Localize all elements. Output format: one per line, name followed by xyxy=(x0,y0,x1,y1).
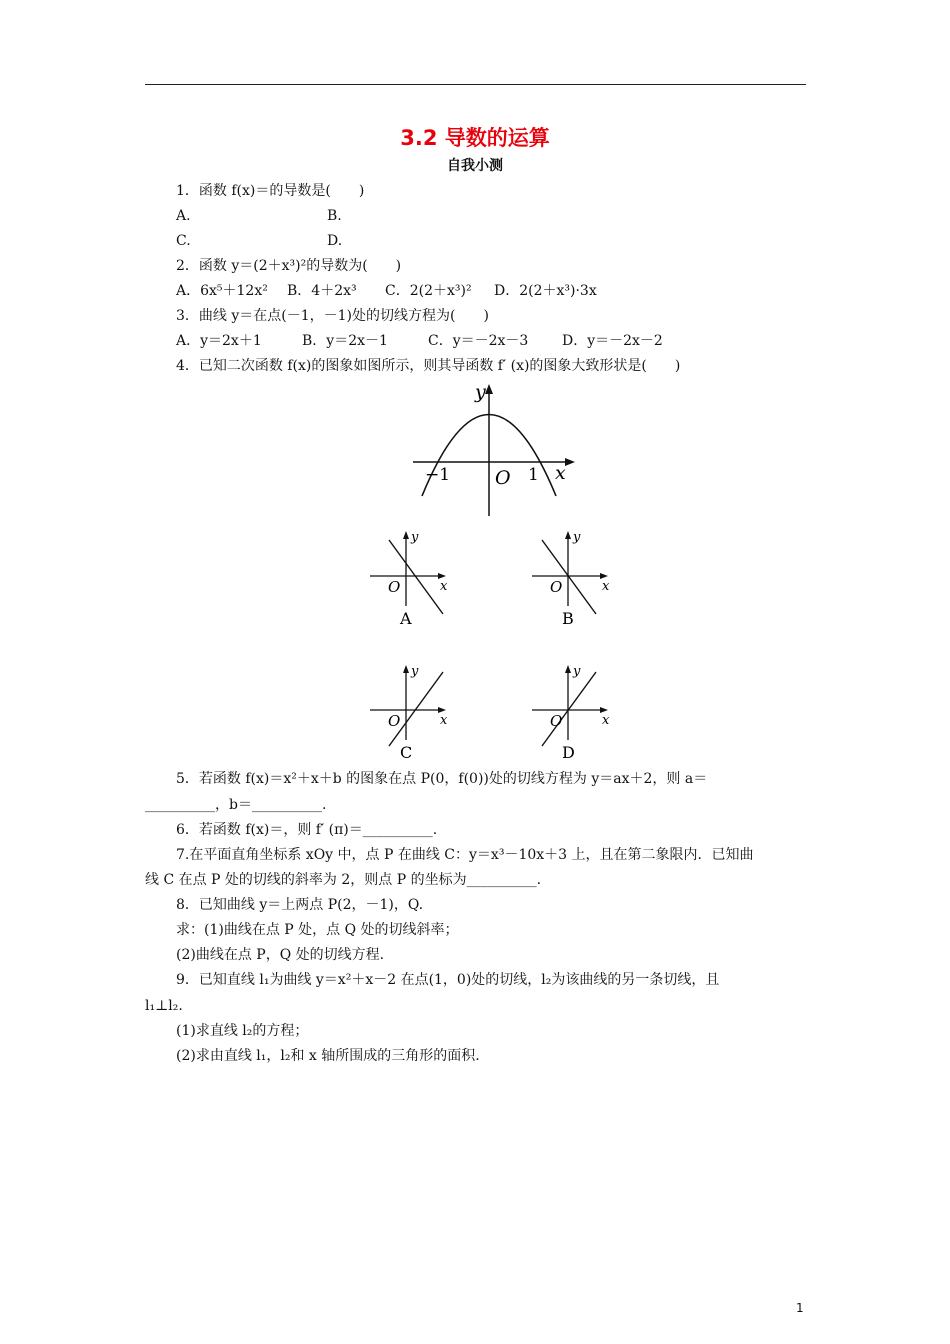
problem-9-line-4: (2)求由直线 l₁，l₂和 x 轴所围成的三角形的面积. xyxy=(176,1048,480,1064)
choice-c-origin-label: O xyxy=(388,712,401,730)
problem-9-line-3: (1)求直线 l₂的方程； xyxy=(176,1023,309,1039)
problem-3-option-d: D．y＝－2x－2 xyxy=(562,333,663,349)
parabola-origin-label: O xyxy=(495,467,511,489)
choice-d-line xyxy=(542,672,596,746)
parabola-x-arrow xyxy=(565,458,575,466)
choice-svg-b xyxy=(530,528,620,628)
choice-svg-d xyxy=(530,662,620,762)
parabola-neg1-label: −1 xyxy=(425,465,451,485)
choice-d-x-label: x xyxy=(602,713,610,728)
choice-c-y-arrow xyxy=(403,665,409,673)
problem-9-line-2: l₁⊥l₂. xyxy=(145,998,183,1014)
problem-9-line-1: 9．已知直线 l₁为曲线 y＝x²＋x－2 在点(1，0)处的切线，l₂为该曲线的另一条切线，且 xyxy=(176,972,720,988)
choice-svg-a xyxy=(368,528,458,628)
choice-figure-c xyxy=(368,662,458,762)
problem-5-line-1: 5．若函数 f(x)＝x²＋x＋b 的图象在点 P(0，f(0))处的切线方程为 y＝ax＋2，则 a＝ xyxy=(176,771,708,787)
choice-b-y-arrow xyxy=(565,531,571,539)
choice-figure-d xyxy=(530,662,620,762)
problem-8-line-2: 求：(1)曲线在点 P 处，点 Q 处的切线斜率； xyxy=(176,922,459,938)
problem-7-line-1: 7.在平面直角坐标系 xOy 中，点 P 在曲线 C：y＝x³－10x＋3 上，且在第二象限内．已知曲 xyxy=(176,847,754,863)
parabola-y-label: y xyxy=(475,381,486,403)
choice-c-letter: C xyxy=(400,743,413,762)
problem-7-line-2: 线 C 在点 P 处的切线的斜率为 2，则点 P 的坐标为__________. xyxy=(145,872,542,888)
choice-c-y-label: y xyxy=(411,664,419,679)
parabola-figure xyxy=(405,378,585,520)
choice-c-x-label: x xyxy=(440,713,448,728)
problem-8-line-1: 8．已知曲线 y＝上两点 P(2，－1)，Q. xyxy=(176,897,424,913)
choice-a-y-arrow xyxy=(403,531,409,539)
page-title: 3.2 导数的运算 xyxy=(400,126,550,150)
choice-b-x-label: x xyxy=(602,579,610,594)
problem-1-option-c: C. xyxy=(176,233,191,249)
choice-d-y-label: y xyxy=(573,664,581,679)
choice-svg-c xyxy=(368,662,458,762)
choice-d-y-arrow xyxy=(565,665,571,673)
choice-d-origin-label: O xyxy=(550,712,563,730)
page-number: 1 xyxy=(796,1301,804,1315)
problem-1-option-b: B. xyxy=(327,208,342,224)
choice-d-letter: D xyxy=(562,743,575,762)
choice-figure-a xyxy=(368,528,458,628)
problem-2-option-c: C．2(2＋x³)² xyxy=(385,283,472,299)
choice-b-y-label: y xyxy=(573,530,581,545)
choice-b-letter: B xyxy=(562,609,574,628)
problem-2-stem: 2．函数 y＝(2＋x³)²的导数为( ) xyxy=(176,258,402,274)
choice-c-line xyxy=(389,672,443,746)
problem-1-option-a: A. xyxy=(176,208,191,224)
problem-1-stem: 1．函数 f(x)＝的导数是( ) xyxy=(176,183,365,199)
problem-2-option-d: D．2(2＋x³)·3x xyxy=(494,283,597,299)
problem-3-option-a: A．y＝2x＋1 xyxy=(176,333,262,349)
header-rule xyxy=(145,84,806,85)
choice-figure-b xyxy=(530,528,620,628)
choice-a-letter: A xyxy=(400,609,412,628)
problem-3-option-b: B．y＝2x－1 xyxy=(302,333,388,349)
choice-a-y-label: y xyxy=(411,530,419,545)
parabola-y-arrow xyxy=(485,384,493,394)
problem-2-option-b: B．4＋2x³ xyxy=(287,283,357,299)
choice-a-x-label: x xyxy=(440,579,448,594)
problem-1-option-d: D. xyxy=(327,233,343,249)
parabola-x-label: x xyxy=(555,462,566,484)
problem-4-stem: 4．已知二次函数 f(x)的图象如图所示，则其导函数 f′ (x)的图象大致形状是( ) xyxy=(176,358,681,374)
choice-a-origin-label: O xyxy=(388,578,401,596)
choice-b-origin-label: O xyxy=(550,578,563,596)
parabola-pos1-label: 1 xyxy=(528,465,539,485)
problem-5-line-2: __________，b＝__________. xyxy=(145,797,327,813)
choice-a-line xyxy=(389,540,443,614)
choice-b-line xyxy=(542,540,596,614)
problem-6-line-1: 6．若函数 f(x)＝，则 f′ (π)＝__________. xyxy=(176,822,438,838)
page-subtitle: 自我小测 xyxy=(447,158,503,174)
problem-3-option-c: C．y＝－2x－3 xyxy=(428,333,529,349)
problem-3-stem: 3．曲线 y＝在点(－1，－1)处的切线方程为( ) xyxy=(176,308,489,324)
problem-8-line-3: (2)曲线在点 P，Q 处的切线方程. xyxy=(176,947,385,963)
problem-2-option-a: A．6x⁵＋12x² xyxy=(176,283,268,299)
